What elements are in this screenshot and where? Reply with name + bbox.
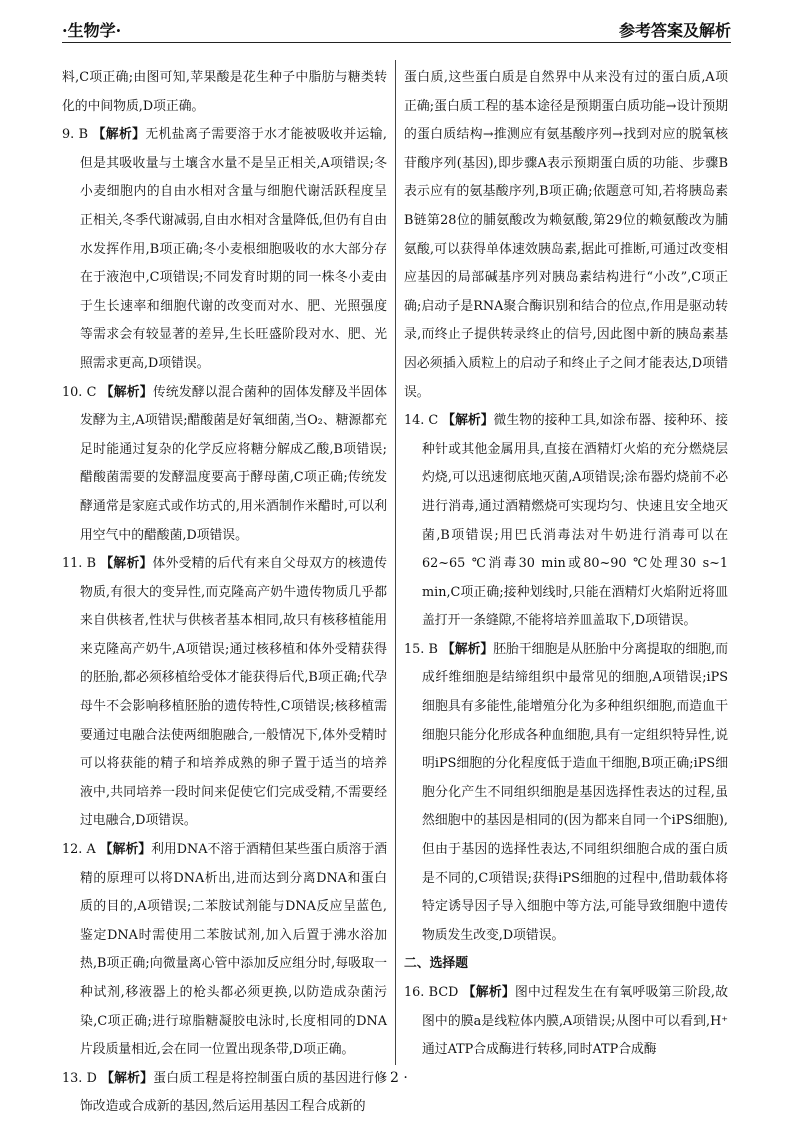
analysis-tag: 【解析】 bbox=[100, 556, 153, 572]
question-number: 9. B bbox=[62, 127, 93, 143]
analysis-text: 利用DNA不溶于酒精但某些蛋白质溶于酒精的原理可以将DNA析出,进而达到分离DNA和蛋白质的目的,A项错误;二苯胺试剂能与DNA反应呈蓝色,鉴定DNA时需使用二苯胺试剂,加入后置于沸水浴加热,B项正确;向微量离心管中添加反应组分时,每吸取一种试剂,移液器上的枪头都必须更换,以防造成杂菌污染,C项正确;进行琼脂糖凝胶电泳时,长度相同的DNA片段质量相近,会在同一位置出现条带,D项正确。 bbox=[80, 842, 388, 1058]
answer-continuation: 料,C项正确;由图可知,苹果酸是花生种子中脂肪与糖类转化的中间物质,D项正确。 bbox=[62, 70, 387, 114]
analysis-text: 体外受精的后代有来自父母双方的核遗传物质,有很大的变异性,而克隆高产奶牛遗传物质几乎都来自供核者,性状与供核者基本相同,故只有核移植能用来克隆高产奶牛,A项错误;通过核移植和体外受精获得的胚胎,都必须移植给受体才能获得后代,B项正确;代孕母牛不会影响移植胚胎的遗传特性,C项错误;核移植需要通过电融合法使两细胞融合,一般情况下,体外受精时可以将获能的精子和培养成熟的卵子置于适当的培养液中,共同培养一段时间来促使它们完成受精,不需要经过电融合,D项错误。 bbox=[80, 556, 387, 829]
question-number: 10. C bbox=[62, 384, 101, 400]
question-number: 14. C bbox=[404, 413, 443, 429]
subject-label: ·生物学· bbox=[62, 21, 122, 40]
question-number: 11. B bbox=[62, 556, 101, 572]
answer-item bbox=[62, 121, 387, 378]
analysis-text: 图中过程发生在有氧呼吸第三阶段,故图中的膜a是线粒体内膜,A项错误;从图中可以看到,H⁺通过ATP合成酶进行转移,同时ATP合成酶 bbox=[422, 985, 729, 1058]
section-heading: 二、选择题 bbox=[404, 956, 468, 972]
page-header bbox=[62, 14, 731, 43]
right-column bbox=[404, 64, 728, 1065]
answer-item bbox=[404, 979, 728, 1065]
answer-item bbox=[62, 379, 387, 551]
question-number: 13. D bbox=[62, 1070, 102, 1086]
answer-item bbox=[404, 636, 728, 951]
answer-item bbox=[62, 550, 387, 836]
analysis-tag: 【解析】 bbox=[442, 413, 494, 429]
analysis-text: 微生物的接种工具,如涂布器、接种环、接种针或其他金属用具,直接在酒精灯火焰的充分燃烧层灼烧,可以迅速彻底地灭菌,A项错误;涂布器灼烧前不必进行消毒,通过酒精燃烧可实现均匀、快速且安全地灭菌,B项错误;用巴氏消毒法对牛奶进行消毒可以在62~65 ℃消毒30 min或80~90 ℃处理30 s~1 min,C项正确;接种划线时,只能在酒精灯火焰附近将皿盖打开一条缝隙,不能将培养皿盖取下,D项错误。 bbox=[422, 413, 729, 629]
page-number: · 2 · bbox=[381, 1070, 408, 1086]
analysis-tag: 【解析】 bbox=[101, 1070, 154, 1086]
answer-item bbox=[62, 836, 387, 1065]
analysis-tag: 【解析】 bbox=[441, 641, 494, 657]
question-number: 15. B bbox=[404, 641, 442, 657]
analysis-text: 胚胎干细胞是从胚胎中分离提取的细胞,而成纤维细胞是结缔组织中最常见的细胞,A项错误;iPS细胞具有多能性,能增殖分化为多种组织细胞,而造血干细胞只能分化形成各种血细胞,具有一定组织特异性,说明iPS细胞的分化程度低于造血干细胞,B项正确;iPS细胞分化产生不同组织细胞是基因选择性表达的过程,虽然细胞中的基因是相同的(因为都来自同一个iPS细胞),但由于基因的选择性表达,不同组织细胞合成的蛋白质是不同的,C项错误;获得iPS细胞的过程中,借助载体将特定诱导因子导入细胞中等方法,可能导致细胞中遗传物质发生改变,D项错误。 bbox=[422, 641, 728, 943]
analysis-tag: 【解析】 bbox=[92, 127, 146, 143]
question-number: 16. BCD bbox=[404, 985, 463, 1000]
answer-item bbox=[404, 407, 728, 636]
header-title: 参考答案及解析 bbox=[618, 21, 731, 40]
analysis-tag: 【解析】 bbox=[462, 985, 515, 1000]
analysis-text: 传统发酵以混合菌种的固体发酵及半固体发酵为主,A项错误;醋酸菌是好氧细菌,当O₂、糖源都充足时能通过复杂的化学反应将糖分解成乙酸,B项错误;醋酸菌需要的发酵温度要高于酵母菌,C项正确;传统发酵通常是家庭式或作坊式的,用米酒制作米醋时,可以利用空气中的醋酸菌,D项错误。 bbox=[80, 384, 388, 543]
answer-continuation: 蛋白质,这些蛋白质是自然界中从来没有过的蛋白质,A项正确;蛋白质工程的基本途径是预期蛋白质功能→设计预期的蛋白质结构→推测应有氨基酸序列→找到对应的脱氧核苷酸序列(基因),即步骤A表示预期蛋白质的功能、步骤B表示应有的氨基酸序列,B项正确;依题意可知,若将胰岛素B链第28位的脯氨酸改为赖氨酸,第29位的赖氨酸改为脯氨酸,可以获得单体速效胰岛素,据此可推断,可通过改变相应基因的局部碱基序列对胰岛素结构进行“小改”,C项正确;启动子是RNA聚合酶识别和结合的位点,作用是驱动转录,而终止子提供转录终止的信号,因此图中新的胰岛素基因必须插入质粒上的启动子和终止子之间才能表达,D项错误。 bbox=[404, 70, 728, 400]
analysis-text: 无机盐离子需要溶于水才能被吸收并运输,但是其吸收量与土壤含水量不是呈正相关,A项错误;冬小麦细胞内的自由水相对含量与细胞代谢活跃程度呈正相关,冬季代谢减弱,自由水相对含量降低,但仍有自由水发挥作用,B项正确;冬小麦根细胞吸收的水大部分存在于液泡中,C项错误;不同发育时期的同一株冬小麦由于生长速率和细胞代谢的改变而对水、肥、光照强度等需求会有较显著的差异,生长旺盛阶段对水、肥、光照需求更高,D项错误。 bbox=[80, 127, 388, 371]
analysis-tag: 【解析】 bbox=[100, 384, 153, 400]
column-divider bbox=[395, 60, 396, 1065]
left-column bbox=[62, 64, 387, 1122]
analysis-tag: 【解析】 bbox=[99, 842, 152, 858]
analysis-text: 蛋白质工程是将控制蛋白质的基因进行修饰改造或合成新的基因,然后运用基因工程合成新的 bbox=[80, 1070, 388, 1115]
question-number: 12. A bbox=[62, 842, 100, 858]
